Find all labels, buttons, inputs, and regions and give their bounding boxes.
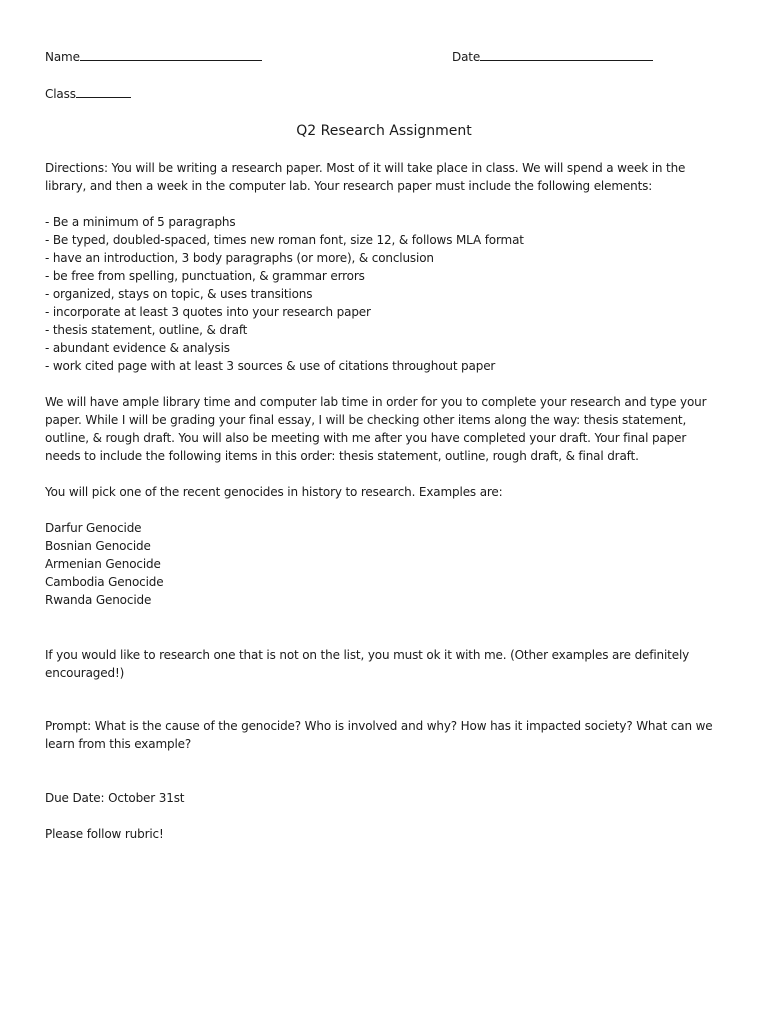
genocide-example: Darfur Genocide [45, 521, 142, 535]
page-title: Q2 Research Assignment [296, 123, 472, 139]
requirement-item: - work cited page with at least 3 sources & use of citations throughout paper [45, 359, 496, 373]
requirement-item: - organized, stays on topic, & uses transitions [45, 287, 313, 301]
requirement-item: - thesis statement, outline, & draft [45, 323, 248, 337]
other-option-line: encouraged!) [45, 666, 125, 680]
requirement-item: - Be a minimum of 5 paragraphs [45, 215, 236, 229]
genocide-example: Bosnian Genocide [45, 539, 151, 553]
name-field [45, 47, 262, 66]
requirement-item: - incorporate at least 3 quotes into your research paper [45, 305, 371, 319]
due-date: Due Date: October 31st [45, 791, 185, 805]
pick-intro: You will pick one of the recent genocides in history to research. Examples are: [45, 485, 503, 499]
name-blank-line[interactable] [80, 47, 262, 61]
date-field [452, 47, 653, 66]
genocide-example: Cambodia Genocide [45, 575, 164, 589]
prompt-line: learn from this example? [45, 737, 192, 751]
schedule-line: paper. While I will be grading your final essay, I will be checking other items along the way: thesis statement, [45, 413, 687, 427]
prompt-line: Prompt: What is the cause of the genocide? Who is involved and why? How has it impacted society? What can we [45, 719, 713, 733]
schedule-line: outline, & rough draft. You will also be meeting with me after you have completed your draft. Your final paper [45, 431, 687, 445]
name-label: Name [45, 50, 80, 64]
schedule-line: needs to include the following items in this order: thesis statement, outline, rough draft, & final draft. [45, 449, 639, 463]
requirement-item: - have an introduction, 3 body paragraphs (or more), & conclusion [45, 251, 434, 265]
date-blank-line[interactable] [480, 47, 653, 61]
requirement-item: - be free from spelling, punctuation, & grammar errors [45, 269, 365, 283]
directions-line: library, and then a week in the computer lab. Your research paper must include the following elements: [45, 179, 653, 193]
schedule-line: We will have ample library time and computer lab time in order for you to complete your research and type your [45, 395, 707, 409]
date-label: Date [452, 50, 481, 64]
class-blank-line[interactable] [76, 84, 131, 98]
closing-note: Please follow rubric! [45, 827, 164, 841]
directions-line: Directions: You will be writing a research paper. Most of it will take place in class. We will spend a week in the [45, 161, 686, 175]
genocide-example: Armenian Genocide [45, 557, 161, 571]
other-option-line: If you would like to research one that is not on the list, you must ok it with me. (Other examples are definitely [45, 648, 690, 662]
requirement-item: - abundant evidence & analysis [45, 341, 230, 355]
requirement-item: - Be typed, doubled-spaced, times new roman font, size 12, & follows MLA format [45, 233, 524, 247]
class-field [45, 84, 131, 103]
class-label: Class [45, 87, 76, 101]
genocide-example: Rwanda Genocide [45, 593, 152, 607]
